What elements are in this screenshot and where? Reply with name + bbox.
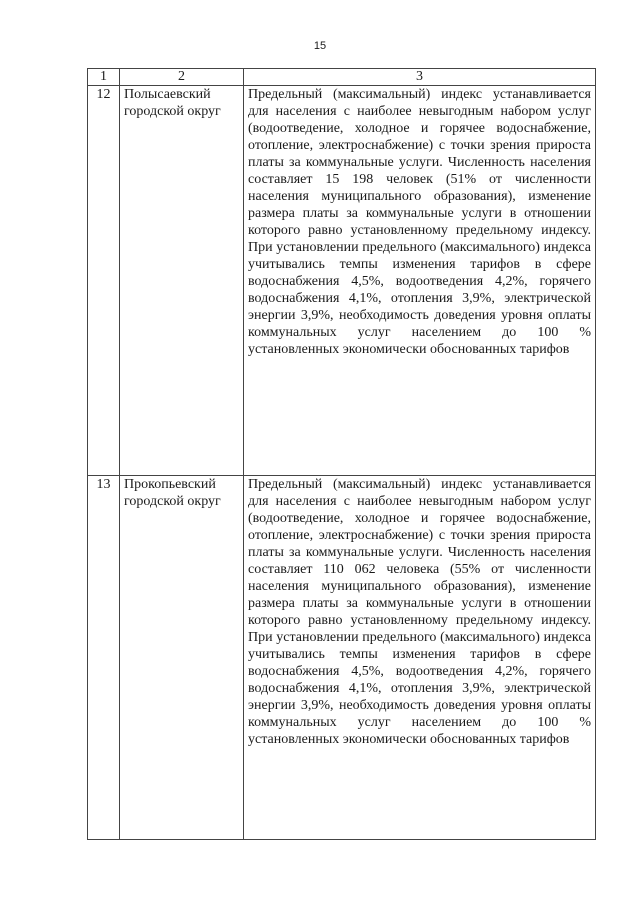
table-row: [88, 86, 596, 476]
column-number-2: 2: [120, 69, 244, 86]
index-description: Предельный (максимальный) индекс устанавливается для населения с наиболее невыгодным набором услуг (водоотведение, холодное и горячее водоснабжение, отопление, электроснабжение) с точки зрения прироста платы за коммунальные услуги. Численность населения составляет 110 062 человека (55% от численности населения муниципального образования), изменение размера платы за коммунальные услуги в отношении которого равно установленному предельному индексу. При установлении предельного (максимального) индекса учитывались темпы изменения тарифов в сфере водоснабжения 4,5%, водоотведения 4,2%, горячего водоснабжения 4,1%, отопления 3,9%, электрической энергии 3,9%, необходимость доведения уровня оплаты коммунальных услуг населением до 100 % установленных экономически обоснованных тарифов: [244, 476, 596, 840]
index-description: Предельный (максимальный) индекс устанавливается для населения с наиболее невыгодным набором услуг (водоотведение, холодное и горячее водоснабжение, отопление, электроснабжение) с точки зрения прироста платы за коммунальные услуги. Численность населения составляет 15 198 человек (51% от численности населения муниципального образования), изменение размера платы за коммунальные услуги в отношении которого равно установленному предельному индексу. При установлении предельного (максимального) индекса учитывались темпы изменения тарифов в сфере водоснабжения 4,5%, водоотведения 4,2%, горячего водоснабжения 4,1%, отопления 3,9%, электрической энергии 3,9%, необходимость доведения уровня оплаты коммунальных услуг населением до 100 % установленных экономически обоснованных тарифов: [244, 86, 596, 476]
column-number-3: 3: [244, 69, 596, 86]
column-number-1: 1: [88, 69, 120, 86]
municipality-name: Полысаевский городской округ: [120, 86, 244, 476]
table-row: [88, 476, 596, 840]
table-header-row: [88, 69, 596, 86]
municipality-name: Прокопьевский городской округ: [120, 476, 244, 840]
row-number: 13: [88, 476, 120, 840]
tariff-index-table: [87, 68, 596, 840]
row-number: 12: [88, 86, 120, 476]
page-number: 15: [313, 40, 327, 52]
